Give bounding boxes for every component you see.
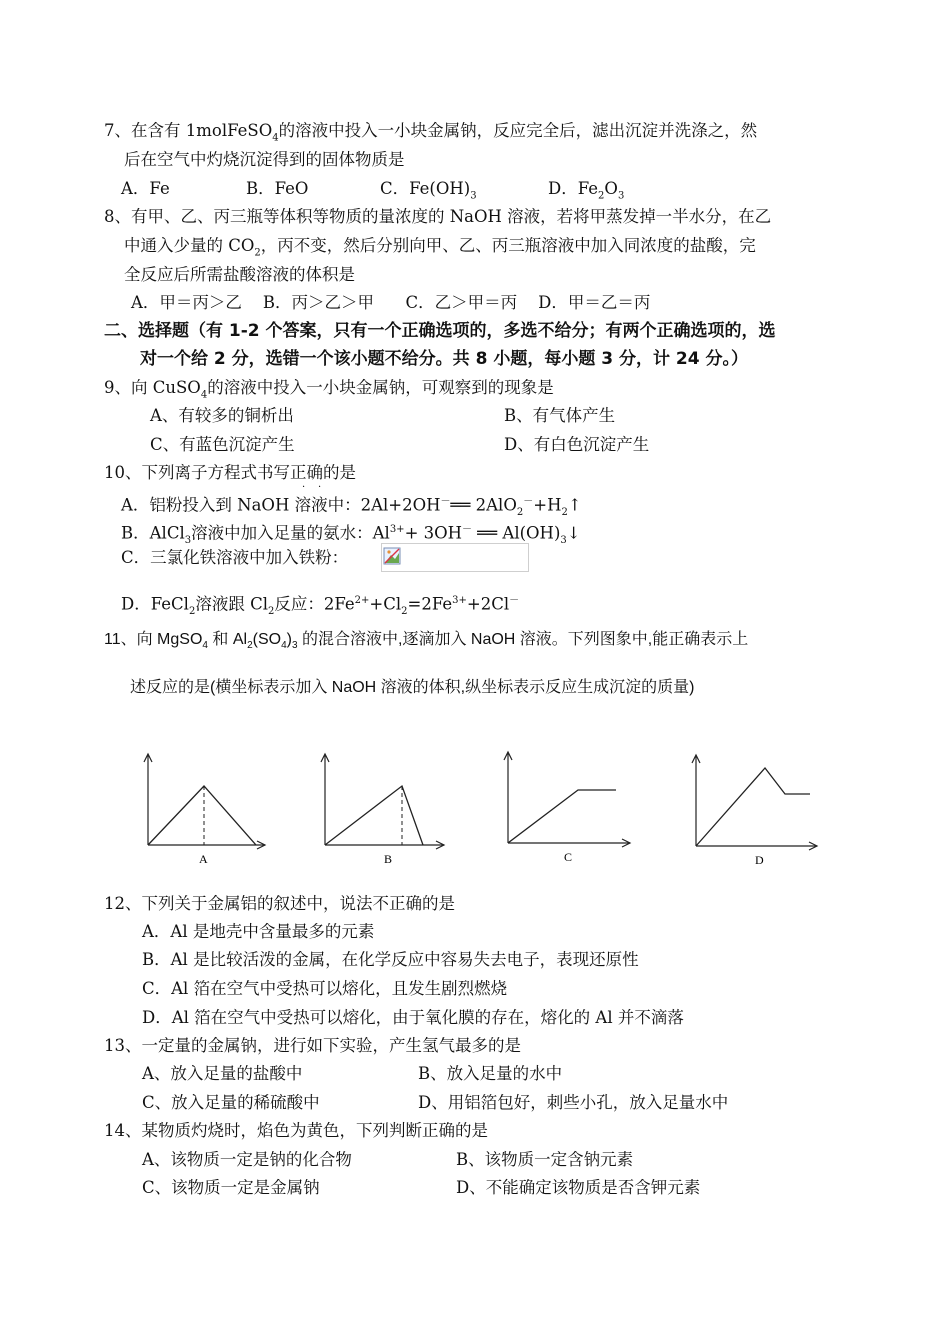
- q7-line2: 后在空气中灼烧沉淀得到的固体物质是: [124, 150, 405, 169]
- q11-line1-e: 的混合溶液中,逐滴加入 NaOH 溶液。下列图象中,能正确表示上: [297, 631, 749, 648]
- graph-c: [504, 752, 630, 864]
- q14-stem: 14、某物质灼烧时，焰色为黄色，下列判断正确的是: [104, 1121, 488, 1140]
- q14-option-c: C、该物质一定是金属钠: [142, 1178, 320, 1197]
- q14-option-b: B、该物质一定含钠元素: [456, 1150, 634, 1169]
- q10-option-a-sub2: 2: [561, 506, 568, 518]
- graph-c-curve: [508, 790, 616, 843]
- q11-line1-sub4: 3: [292, 640, 298, 652]
- q10-option-b-text: B．AlCl: [121, 523, 185, 543]
- q10-option-b-mid2: + 3OH: [404, 523, 463, 543]
- section2-title-line2: 对一个给 2 分，选错一个该小题不给分。共 8 小题，每小题 3 分，计 24 分。）: [140, 349, 748, 369]
- q7-option-c-text: C．Fe(OH): [380, 179, 471, 198]
- broken-image-placeholder: [381, 543, 529, 572]
- q10-option-a-sub: 2: [516, 506, 524, 518]
- up-arrow-icon: ↑: [567, 495, 582, 515]
- q11-line1-c: (SO: [252, 631, 282, 648]
- q10-stem: 10、下列离子方程式书写正确的是: [104, 463, 356, 482]
- q9-stem: [104, 377, 554, 406]
- q13-option-c: C、放入足量的稀硫酸中: [142, 1093, 320, 1112]
- q8-line2-sub: 2: [254, 247, 261, 259]
- q8-line2-a: 中通入少量的 CO: [124, 236, 255, 255]
- q7-sub: 4: [272, 132, 279, 144]
- q8-options: A．甲＝丙＞乙 B．丙＞乙＞甲 C．乙＞甲＝丙 D．甲＝乙＝丙: [131, 293, 651, 312]
- q11-graphs: [120, 740, 830, 870]
- q11-line1-sub3: 4: [281, 640, 287, 652]
- q13-option-b: B、放入足量的水中: [418, 1064, 563, 1083]
- q7-option-d-text: D．Fe: [548, 179, 599, 198]
- emphasis-dot: ·: [302, 482, 306, 493]
- q10-option-a-end: +H: [533, 495, 562, 515]
- q10-option-d-mid4: =2Fe: [407, 594, 453, 614]
- q10-option-b-sup2: －: [462, 524, 473, 535]
- q10-option-d-mid5: +2Cl: [466, 594, 510, 614]
- q10-option-b-sup: 3+: [389, 524, 405, 535]
- q10-option-d-mid: 溶液跟 Cl: [195, 594, 268, 614]
- q8-line1: 8、有甲、乙、丙三瓶等体积等物质的量浓度的 NaOH 溶液，若将甲蒸发掉一半水分，在乙: [104, 207, 772, 226]
- q7-option-d-mid: O: [604, 179, 618, 198]
- q9-option-d: D、有白色沉淀产生: [504, 435, 650, 454]
- q10-option-d-sup3: －: [509, 595, 520, 606]
- q12-option-a: A．Al 是地壳中含量最多的元素: [142, 922, 375, 941]
- q10-option-a-text: A．铝粉投入到 NaOH 溶液中：2Al+2OH: [121, 495, 441, 515]
- q7-option-a: A．Fe: [121, 179, 170, 198]
- q10-option-b-mid: 溶液中加入足量的氨水：Al: [191, 523, 390, 543]
- section2-title-line1: 二、选择题（有 1-2 个答案，只有一个正确选项的，多选不给分；有两个正确选项的，选: [104, 321, 776, 341]
- q10-option-d-sub3: 2: [401, 605, 408, 617]
- broken-image-icon: [383, 547, 401, 565]
- q9-stem-b: 的溶液中投入一小块金属钠，可观察到的现象是: [207, 378, 554, 397]
- q10-option-d-sub: 2: [188, 605, 196, 617]
- q10-option-d-text: D．FeCl: [121, 594, 189, 614]
- q9-stem-a: 9、向 CuSO: [104, 378, 201, 397]
- q9-stem-sub: 4: [200, 389, 208, 401]
- q10-option-c: C．三氯化铁溶液中加入铁粉：: [121, 548, 349, 567]
- emphasis-dot: ·: [318, 482, 322, 493]
- q7-text-rest: 的溶液中投入一小块金属钠，反应完全后，滤出沉淀并洗涤之，然: [278, 121, 758, 140]
- q12-option-d: D．Al 箔在空气中受热可以熔化，由于氧化膜的存在，熔化的 Al 并不滴落: [142, 1008, 684, 1027]
- q7-option-d-sub1: 2: [598, 190, 605, 202]
- q14-option-d: D、不能确定该物质是否含钾元素: [456, 1178, 701, 1197]
- q7-option-d: [548, 178, 624, 207]
- q14-option-a: A、该物质一定是钠的化合物: [142, 1150, 352, 1169]
- q10-option-d-mid2: 反应：2Fe: [274, 594, 355, 614]
- q10-option-d: [121, 590, 519, 623]
- graph-d-label: D: [755, 853, 764, 867]
- q13-stem: 13、一定量的金属钠，进行如下实验，产生氢气最多的是: [104, 1036, 521, 1055]
- q10-option-b-mid3: ══ Al(OH): [472, 523, 561, 543]
- graph-c-label: C: [564, 850, 573, 864]
- q7-text: 7、在含有 1molFeSO: [104, 121, 273, 140]
- q11-line1-d: ): [286, 631, 292, 648]
- q7-option-b: B．FeO: [246, 179, 309, 198]
- q7-line1: [104, 120, 757, 149]
- q11-line1: [104, 629, 748, 657]
- q10-option-a-sup2: －: [523, 496, 534, 507]
- q10-option-b-sub: 3: [184, 534, 192, 546]
- q12-option-b: B．Al 是比较活泼的金属，在化学反应中容易失去电子，表现还原性: [142, 950, 639, 969]
- down-arrow-icon: ↓: [566, 523, 581, 543]
- q11-line1-sub2: 2: [247, 640, 253, 652]
- q10-option-d-sup: 2+: [354, 595, 370, 606]
- q12-stem: 12、下列关于金属铝的叙述中，说法不正确的是: [104, 894, 455, 913]
- q8-line2: [124, 235, 756, 264]
- q11-line2: 述反应的是(横坐标表示加入 NaOH 溶液的体积,纵坐标表示反应生成沉淀的质量): [130, 679, 695, 696]
- q7-option-c-sub: 3: [470, 190, 477, 202]
- q9-option-a: A、有较多的铜析出: [150, 406, 294, 425]
- q8-line3: 全反应后所需盐酸溶液的体积是: [124, 265, 355, 284]
- q10-option-d-mid3: +Cl: [369, 594, 402, 614]
- q11-line1-sub1: 4: [202, 640, 208, 652]
- graph-a: [144, 754, 265, 866]
- q13-option-d: D、用铝箔包好，刺些小孔，放入足量水中: [418, 1093, 729, 1112]
- q11-line1-a: 11、向 MgSO: [104, 631, 203, 648]
- q10-option-b-sub2: 3: [560, 534, 567, 546]
- q13-option-a: A、放入足量的盐酸中: [142, 1064, 303, 1083]
- q10-option-d-sup2: 3+: [452, 595, 467, 606]
- graph-d: [692, 755, 817, 867]
- graph-b-label: B: [384, 852, 393, 866]
- q7-option-c: [380, 178, 477, 207]
- graph-a-label: A: [199, 852, 208, 866]
- q7-option-d-sub2: 3: [617, 190, 625, 202]
- q9-option-b: B、有气体产生: [504, 406, 616, 425]
- graph-d-curve: [696, 768, 810, 846]
- graph-b-curve: [325, 786, 423, 845]
- graph-a-curve: [148, 786, 256, 845]
- q8-line2-b: ，丙不变，然后分别向甲、乙、丙三瓶溶液中加入同浓度的盐酸，完: [260, 236, 756, 255]
- q10-option-a-sup: －: [440, 496, 451, 507]
- q11-line1-b: 和 Al: [207, 631, 248, 648]
- q10-option-d-sub2: 2: [267, 605, 275, 617]
- q9-option-c: C、有蓝色沉淀产生: [150, 435, 295, 454]
- graph-b: [321, 754, 444, 866]
- q10-option-a-mid: ══ 2AlO: [450, 495, 517, 515]
- q12-option-c: C．Al 箔在空气中受热可以熔化，且发生剧烈燃烧: [142, 979, 508, 998]
